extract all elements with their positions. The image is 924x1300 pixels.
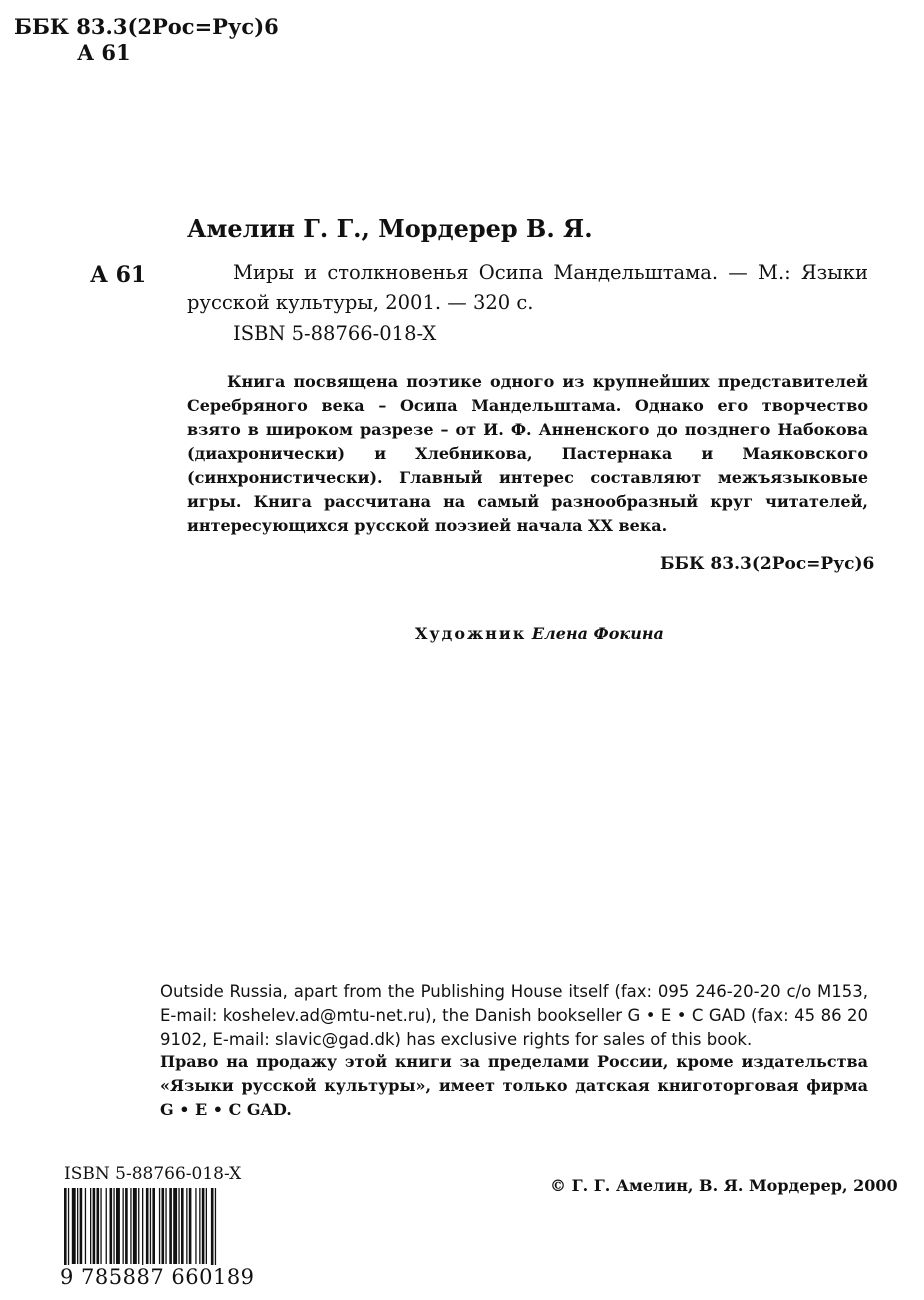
author-index-mark: А 61 (90, 262, 147, 288)
barcode-bar (85, 1188, 86, 1264)
barcode-bar (93, 1188, 96, 1264)
annotation-text: Книга посвящена поэтике одного из крупнейших представителей Серебряного века – Осипа Мандельштама. Однако его творчество взято в широком разрезе – от И. Ф. Анненского до позднего Набокова (диахронически) и Хлебникова, Пастернака и Маяковского (синхронистически). Главный интерес составляют межъязыковые игры. Книга рассчитана на самый разнообразный круг читателей, интересующихся русской поэзией начала XX века. (187, 372, 868, 535)
barcode-bar (169, 1188, 172, 1264)
barcode-bar (178, 1188, 179, 1264)
barcode-bar (162, 1188, 165, 1264)
bbk-code: ББК 83.3(2Рос=Рус)6 (14, 14, 279, 39)
barcode-bar (173, 1188, 177, 1264)
barcode-bar (68, 1188, 69, 1272)
title-publication-line: Миры и столкновенья Осипа Мандельштама. — М.: Языки русской культуры, 2001. — 320 с. (187, 261, 868, 314)
authors-heading: Амелин Г. Г., Мордерер В. Я. (187, 214, 593, 243)
barcode-bar (138, 1188, 139, 1264)
barcode-bar (199, 1188, 200, 1264)
barcode-bar (142, 1188, 143, 1272)
barcode-bar (80, 1188, 83, 1264)
bbk-classification-header (14, 14, 279, 66)
barcode-bar (195, 1188, 196, 1264)
barcode-bar (181, 1188, 184, 1264)
barcode-bar (97, 1188, 100, 1264)
barcode-bar (133, 1188, 137, 1264)
artist-name: Елена Фокина (531, 624, 664, 643)
barcode-bar (77, 1188, 78, 1264)
annotation (187, 370, 868, 538)
barcode-bar (202, 1188, 205, 1264)
barcode-bar (152, 1188, 155, 1264)
barcode-bar (150, 1188, 151, 1264)
barcode-bar (72, 1188, 76, 1264)
barcode-digits (60, 1265, 268, 1289)
barcode-bar (90, 1188, 91, 1264)
barcode-bar (206, 1188, 207, 1264)
barcode-bar (130, 1188, 131, 1264)
rights-notice-english: Outside Russia, apart from the Publishing House itself (fax: 095 246-20-20 c/o M153, E-mail: koshelev.ad@mtu-net.ru), the Danish bookseller G • E • C GAD (fax: 45 86 20 9102, E-mail: slavic@gad.dk) has exclusive rights for sales of this book. (160, 982, 868, 1049)
artist-credit (415, 624, 664, 643)
barcode-bar (211, 1188, 214, 1272)
barcode-bar (110, 1188, 113, 1264)
barcode-bar (123, 1188, 124, 1264)
barcode-bar (159, 1188, 160, 1264)
barcode-bar (165, 1188, 166, 1264)
barcode-bar (146, 1188, 149, 1264)
bbk-code-right: ББК 83.3(2Рос=Рус)6 (660, 554, 875, 574)
barcode-digits-text: 9 785887 660189 (60, 1265, 255, 1289)
barcode-bar (125, 1188, 128, 1264)
copyright-notice: © Г. Г. Амелин, В. Я. Мордерер, 2000 (550, 1176, 898, 1195)
barcode-bar (215, 1188, 216, 1272)
bibliographic-description (187, 258, 868, 318)
barcode-bar (113, 1188, 114, 1264)
barcode-bar (116, 1188, 120, 1264)
author-mark-top: А 61 (77, 40, 131, 65)
isbn-record: ISBN 5-88766-018-X (233, 322, 437, 345)
barcode-bar (189, 1188, 192, 1264)
isbn-barcode (60, 1188, 270, 1272)
barcode-bar (64, 1188, 67, 1272)
rights-notice-russian: Право на продажу этой книги за пределами России, кроме издательства «Языки русской культуры», имеет только датская книготорговая фирма G • E • C GAD. (160, 1052, 868, 1119)
barcode-bar (106, 1188, 107, 1264)
artist-role: Художник (415, 624, 527, 643)
barcode-bar (186, 1188, 187, 1264)
barcode-isbn: ISBN 5-88766-018-X (64, 1164, 242, 1184)
barcode-bar (100, 1188, 101, 1264)
